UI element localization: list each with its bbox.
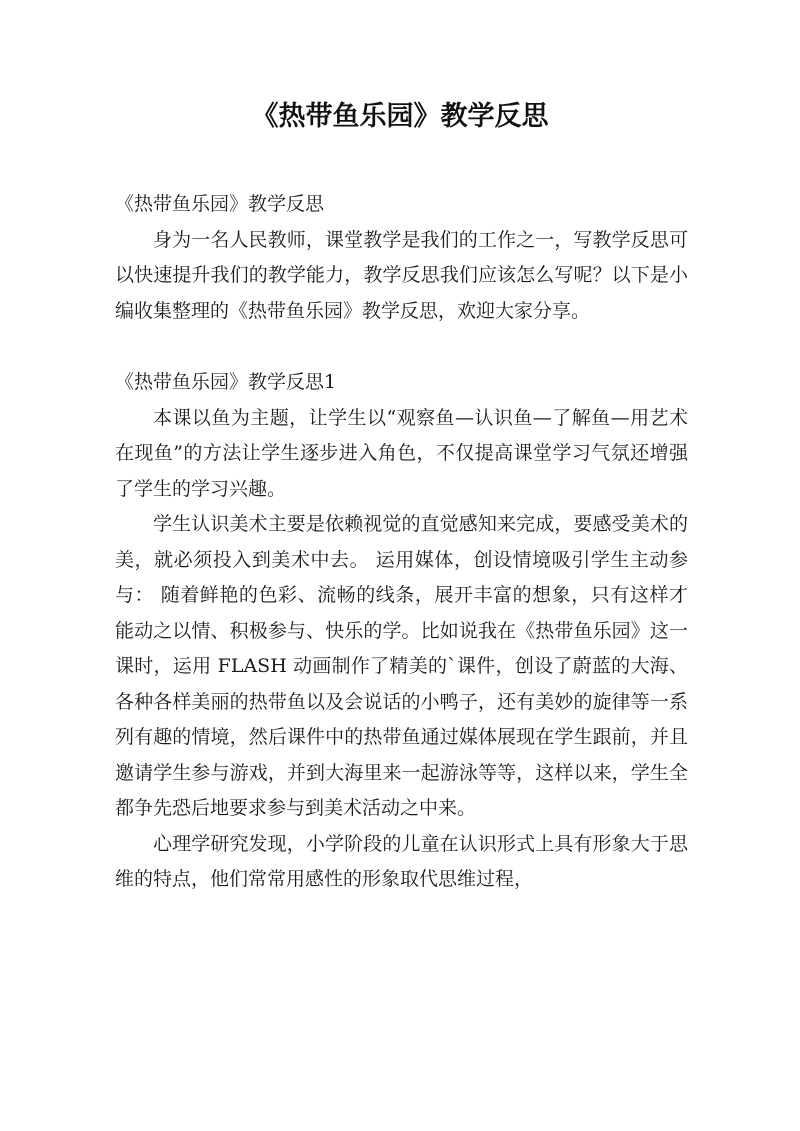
document-title: 《热带鱼乐园》教学反思 [251, 101, 549, 132]
section1-paragraph-1: 本课以鱼为主题，让学生以“观察鱼—认识鱼—了解鱼—用艺术在现鱼”的方法让学生逐步进入角色，不仅提高课堂学习气氛还增强了学生的学习兴趣。 [115, 406, 688, 500]
intro-paragraph: 身为一名人民教师，课堂教学是我们的工作之一，写教学反思可以快速提升我们的教学能力，教学反思我们应该怎么写呢？以下是小编收集整理的《热带鱼乐园》教学反思，欢迎大家分享。 [115, 228, 688, 322]
section1-paragraph-3: 心理学研究发现，小学阶段的儿童在认识形式上具有形象大于思维的特点，他们常常用感性的形象取代思维过程， [115, 832, 688, 890]
intro-heading: 《热带鱼乐园》教学反思 [115, 193, 325, 215]
document-body [115, 187, 688, 898]
section-gap [115, 329, 688, 365]
section1-heading: 《热带鱼乐园》教学反思1 [115, 371, 337, 393]
section1-paragraph-2: 学生认识美术主要是依赖视觉的直觉感知来完成，要感受美术的美，就必须投入到美术中去。 运用媒体，创设情境吸引学生主动参与： 随着鲜艳的色彩、流畅的线条，展开丰富的想象，只有这样才能动之以情、积极参与、快乐的学。比如说我在《热带鱼乐园》这一课时，运用 FLASH 动画制作了精美的`课件，创设了蔚蓝的大海、各种各样美丽的热带鱼以及会说话的小鸭子，还有美妙的旋律等一系列有趣的情境，然后课件中的热带鱼通过媒体展现在学生跟前，并且邀请学生参与游戏，并到大海里来一起游泳等等，这样以来，学生全都争先恐后地要求参与到美术活动之中来。 [115, 513, 688, 819]
